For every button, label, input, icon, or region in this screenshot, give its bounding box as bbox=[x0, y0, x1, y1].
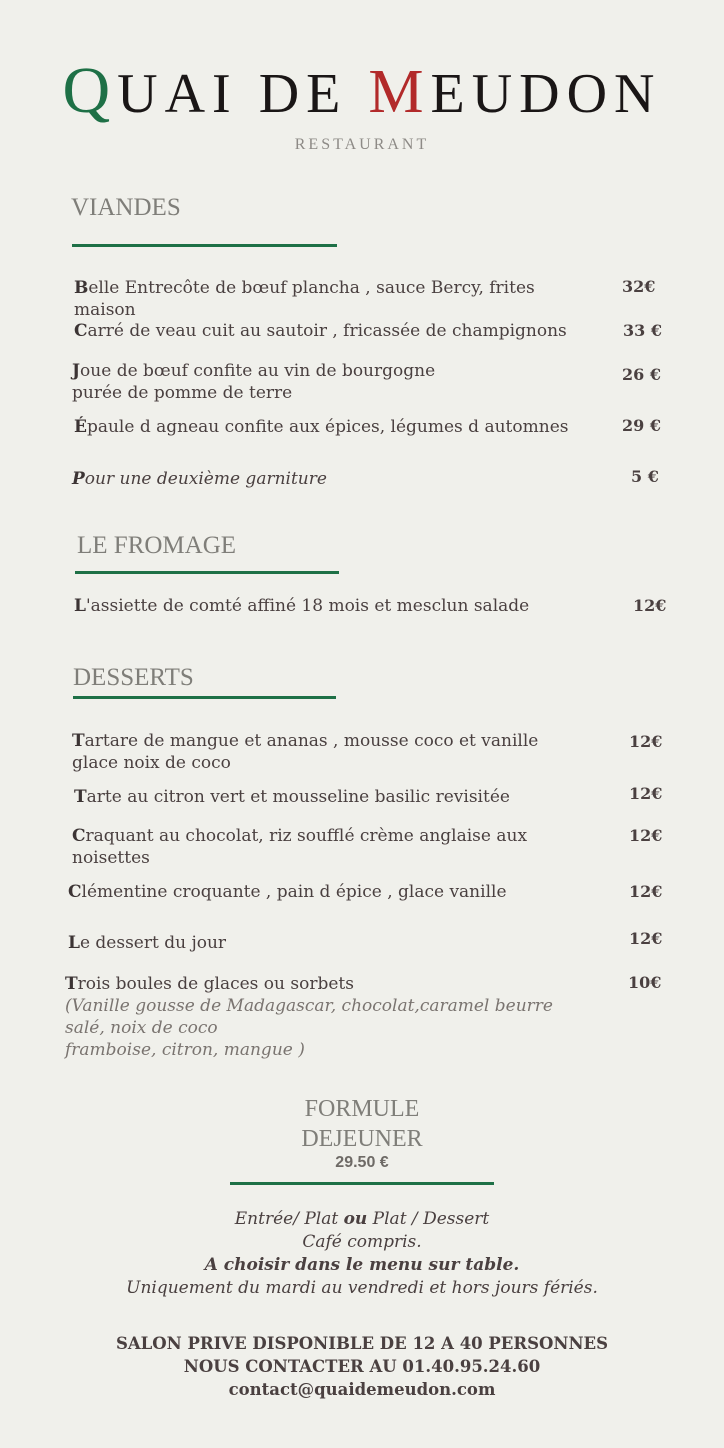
item-price: 12€ bbox=[629, 882, 663, 901]
restaurant-subtitle: RESTAURANT bbox=[294, 136, 430, 153]
menu-item: Tartare de mangue et ananas , mousse coco et vanille glace noix de coco bbox=[72, 731, 539, 773]
item-price: 12€ bbox=[629, 826, 663, 845]
brand-initial-q: Q bbox=[62, 54, 118, 127]
item-price: 32€ bbox=[622, 277, 656, 296]
item-price: 12€ bbox=[633, 596, 667, 615]
section-divider bbox=[75, 571, 339, 574]
menu-item: L'assiette de comté affiné 18 mois et mesclun salade bbox=[74, 596, 530, 616]
section-divider bbox=[72, 244, 337, 247]
menu-item: Pour une deuxième garniture bbox=[72, 469, 327, 489]
brand-part-1: UAI DE bbox=[117, 63, 369, 125]
menu-item: Tarte au citron vert et mousseline basilic revisitée bbox=[74, 787, 510, 807]
section-title-viandes: VIANDES bbox=[71, 194, 181, 221]
contact-email: contact@quaidemeudon.com bbox=[228, 1380, 496, 1399]
item-price: 33 € bbox=[623, 321, 662, 340]
item-price: 5 € bbox=[631, 467, 659, 486]
menu-item: Trois boules de glaces ou sorbets bbox=[65, 974, 354, 994]
formule-line-4: Uniquement du mardi au vendredi et hors jours fériés. bbox=[126, 1278, 598, 1298]
menu-item: Joue de bœuf confite au vin de bourgogne purée de pomme de terre bbox=[72, 361, 436, 403]
menu-item: Craquant au chocolat, riz soufflé crème anglaise aux noisettes bbox=[72, 826, 528, 868]
menu-item: Le dessert du jour bbox=[68, 933, 227, 953]
formule-price: 29.50 € bbox=[335, 1154, 389, 1171]
private-room-info: SALON PRIVE DISPONIBLE DE 12 A 40 PERSONNES bbox=[115, 1334, 609, 1353]
contact-phone: NOUS CONTACTER AU 01.40.95.24.60 bbox=[183, 1357, 541, 1376]
brand-part-2: EUDON bbox=[430, 63, 662, 125]
item-price: 12€ bbox=[629, 784, 663, 803]
item-price: 26 € bbox=[622, 365, 661, 384]
section-divider bbox=[73, 696, 336, 699]
formule-line-3: A choisir dans le menu sur table. bbox=[204, 1255, 520, 1275]
section-title-fromage: LE FROMAGE bbox=[77, 532, 237, 559]
item-price: 12€ bbox=[629, 732, 663, 751]
formule-divider bbox=[230, 1182, 494, 1185]
item-note: (Vanille gousse de Madagascar, chocolat,caramel beurre salé, noix de coco framboise, citron, mangue ) bbox=[65, 996, 553, 1060]
formule-title: FORMULE DEJEUNER bbox=[301, 1096, 423, 1152]
section-title-desserts: DESSERTS bbox=[73, 664, 194, 691]
menu-item: Belle Entrecôte de bœuf plancha , sauce Bercy, frites maison bbox=[74, 278, 535, 320]
item-price: 12€ bbox=[629, 929, 663, 948]
menu-item: Carré de veau cuit au sautoir , fricassée de champignons bbox=[74, 321, 567, 341]
item-price: 29 € bbox=[622, 416, 661, 435]
formule-line-2: Café compris. bbox=[302, 1232, 422, 1252]
brand-initial-m: M bbox=[368, 58, 431, 126]
item-price: 10€ bbox=[628, 973, 662, 992]
menu-item: Épaule d agneau confite aux épices, légumes d automnes bbox=[74, 417, 569, 437]
restaurant-name bbox=[0, 54, 724, 127]
formule-line-1: Entrée/ Plat ou Plat / Dessert bbox=[234, 1209, 490, 1229]
menu-item: Clémentine croquante , pain d épice , glace vanille bbox=[68, 882, 507, 902]
